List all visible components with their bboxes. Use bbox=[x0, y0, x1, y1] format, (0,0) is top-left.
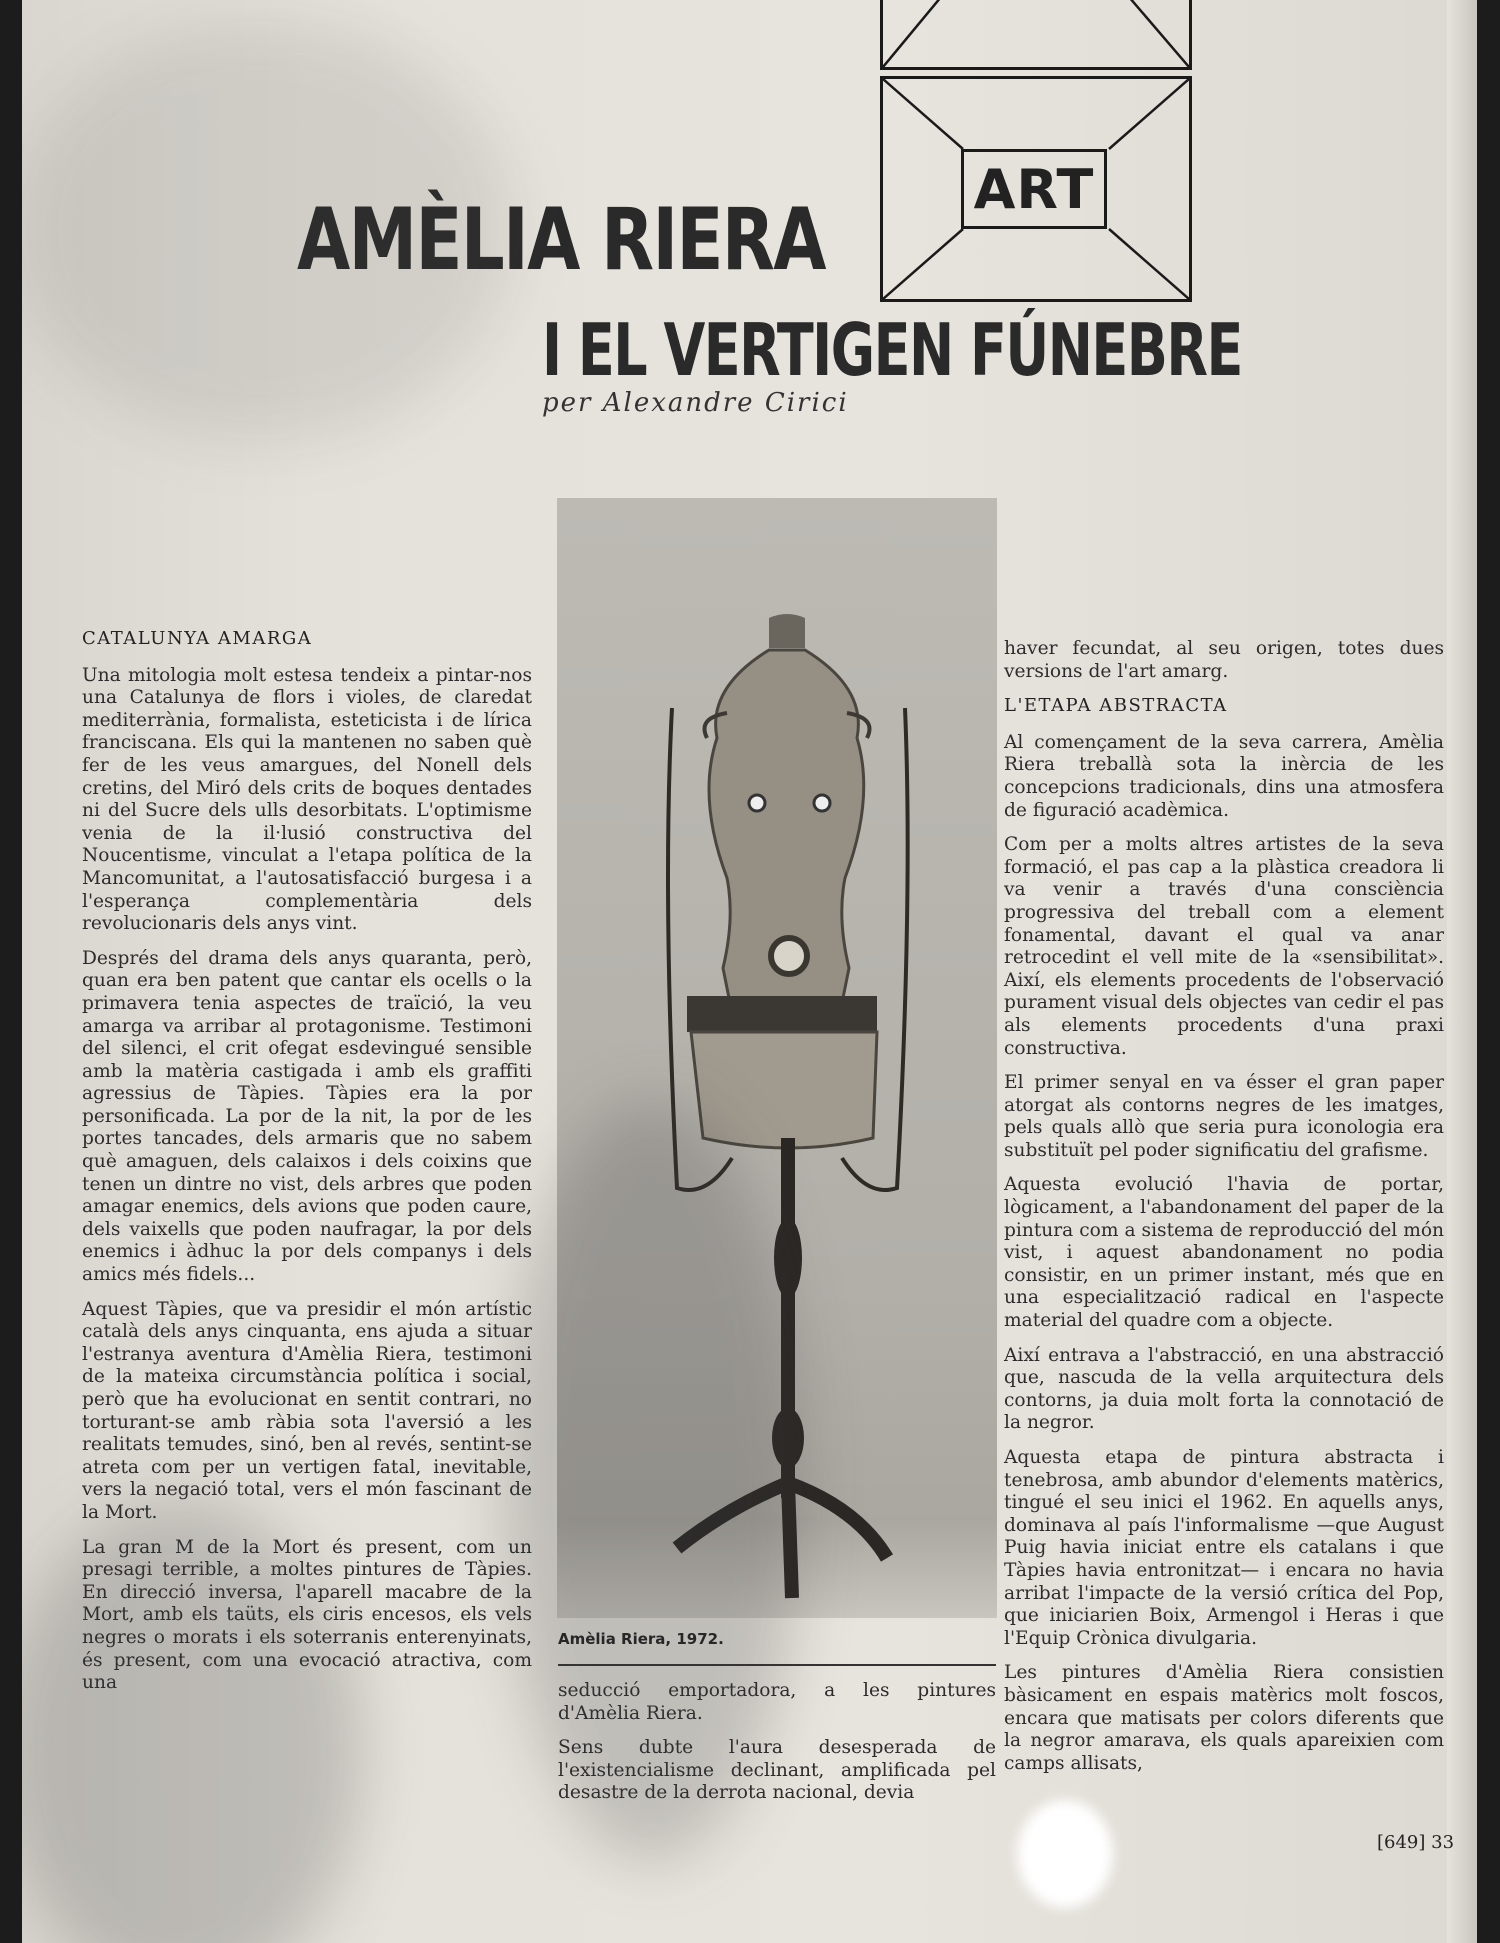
article-title-line2: I EL VERTIGEN FÚNEBRE bbox=[542, 308, 1242, 392]
paragraph: Sens dubte l'aura desesperada de l'existencialisme declinant, amplificada pel desastre de la derrota nacional, devia bbox=[558, 1737, 996, 1804]
section-tag-label: ART bbox=[973, 157, 1095, 221]
camera-shadow-top bbox=[22, 20, 512, 440]
article-title-line1: AMÈLIA RIERA bbox=[297, 190, 825, 290]
paragraph: El primer senyal en va ésser el gran paper atorgat als contorns negres de les imatges, pels quals allò que seria pura iconologia era substituït pel poder significatiu del grafisme. bbox=[1004, 1072, 1444, 1161]
flash-glare bbox=[1017, 1800, 1113, 1908]
magazine-page bbox=[22, 0, 1477, 1943]
paragraph: Les pintures d'Amèlia Riera consistien bàsicament en espais matèrics molt foscos, encara que matisats per colors diferents que la negror amarava, els quals apareixien com camps allisats, bbox=[1004, 1662, 1444, 1774]
column-right bbox=[1004, 638, 1444, 1787]
art-logo-box bbox=[880, 76, 1192, 302]
art-logo-top-box bbox=[880, 0, 1192, 70]
paragraph: Al començament de la seva carrera, Amèlia Riera treballà sota la inèrcia de les concepcions tradicionals, dins una atmosfera de figuració acadèmica. bbox=[1004, 731, 1444, 821]
page-spine-edge bbox=[1447, 0, 1477, 1943]
paragraph: seducció emportadora, a les pintures d'Amèlia Riera. bbox=[558, 1680, 996, 1724]
photo-caption: Amèlia Riera, 1972. bbox=[558, 1630, 724, 1648]
section-heading-etapa: L'ETAPA ABSTRACTA bbox=[1004, 695, 1228, 717]
paragraph-lead: haver fecundat, al seu origen, totes dues versions de l'art amarg. bbox=[1004, 638, 1444, 682]
byline: per Alexandre Cirici bbox=[542, 388, 849, 418]
paragraph: Aquesta evolució l'havia de portar, lògicament, a l'abandonament del paper de la pintura com a sistema de reproducció del món vist, i aquest abandonament no podia consistir, en un primer instant, més que en una especialització radical en l'aspecte material del quadre com a objecte. bbox=[1004, 1174, 1444, 1332]
paragraph: Com per a molts altres artistes de la seva formació, el pas cap a la plàstica creadora li va venir a través d'una consciència progressiva del treball com a element fonamental, davant el qual va anar retrocedint el vell mite de la «sensibilitat». Així, els elements procedents de l'observació purament visual dels objectes van cedir el pas als elements procedents d'una praxi constructiva. bbox=[1004, 834, 1444, 1059]
section-heading-catalunya: CATALUNYA AMARGA bbox=[82, 628, 313, 649]
paragraph: Aquest Tàpies, que va presidir el món artístic català dels anys cinquanta, ens ajuda a situar l'estranya aventura d'Amèlia Riera, testimoni de la mateixa circumstància política i social, però que ha evolucionat en sentit contrari, no torturant-se amb ràbia sota l'aversió a les realitats temudes, sinó, ben al revés, sentint-se atreta com per un vertigen fatal, inevitable, vers la negació total, vers el món fascinant de la Mort. bbox=[82, 1298, 532, 1523]
box-perspective-lines bbox=[883, 0, 1189, 67]
paragraph: Així entrava a l'abstracció, en una abstracció que, nascuda de la vella arquitectura dels contorns, ja duia molt forta la connotació de la negror. bbox=[1004, 1344, 1444, 1434]
paragraph: Aquesta etapa de pintura abstracta i tenebrosa, amb abundor d'elements matèrics, tingué el seu inici el 1962. En aquells anys, dominava al país l'informalisme —que August Puig havia iniciat entre els catalans i que Tàpies havia entronitzat— i encara no havia arribat l'impacte de la versió crítica del Pop, que iniciarien Boix, Armengol i Heras i que l'Equip Crònica divulgaria. bbox=[1004, 1447, 1444, 1649]
section-tag bbox=[961, 149, 1107, 229]
hand-shadow bbox=[502, 1100, 802, 1860]
page-number: [649] 33 bbox=[1377, 1832, 1455, 1853]
paragraph: Després del drama dels anys quaranta, però, quan era ben patent que cantar els ocells o la primavera tenia aspectes de traïció, la veu amarga va arribar al protagonisme. Testimoni del silenci, el crit ofegat esdevingué sensible amb la matèria castigada i amb els graffiti agressius de Tàpies. Tàpies era la por personificada. La por de la nit, la por de les portes tancades, dels armaris que no sabem què amaguen, dels calaixos i dels coixins que tenen un dintre no vist, dels arbres que poden amagar enemics, dels avions que poden caure, dels vaixells que poden naufragar, la por dels enemics i àdhuc la por dels companys i dels amics més fidels... bbox=[82, 947, 532, 1286]
paragraph: La gran M de la Mort és present, com un presagi terrible, a moltes pintures de Tàpies. En direcció inversa, l'aparell macabre de la Mort, amb els taüts, els ciris encesos, els vels negres o morats i els soterranis enterenyinats, és present, com una evocació atractiva, com una bbox=[82, 1536, 532, 1694]
paragraph: Una mitologia molt estesa tendeix a pintar-nos una Catalunya de flors i violes, de claredat mediterrània, formalista, esteticista i de lírica franciscana. Els qui la mantenen no saben què fer de les veus amargues, del Nonell dels cretins, del Miró dels crits de boques dentades ni del Sucre dels ulls desorbitats. L'optimisme venia de la il·lusió constructiva del Noucentisme, vinculat a l'etapa política de la Mancomunitat, a l'autosatisfacció burgesa i a l'esperança complementària dels revolucionaris dels anys vint. bbox=[82, 664, 532, 935]
